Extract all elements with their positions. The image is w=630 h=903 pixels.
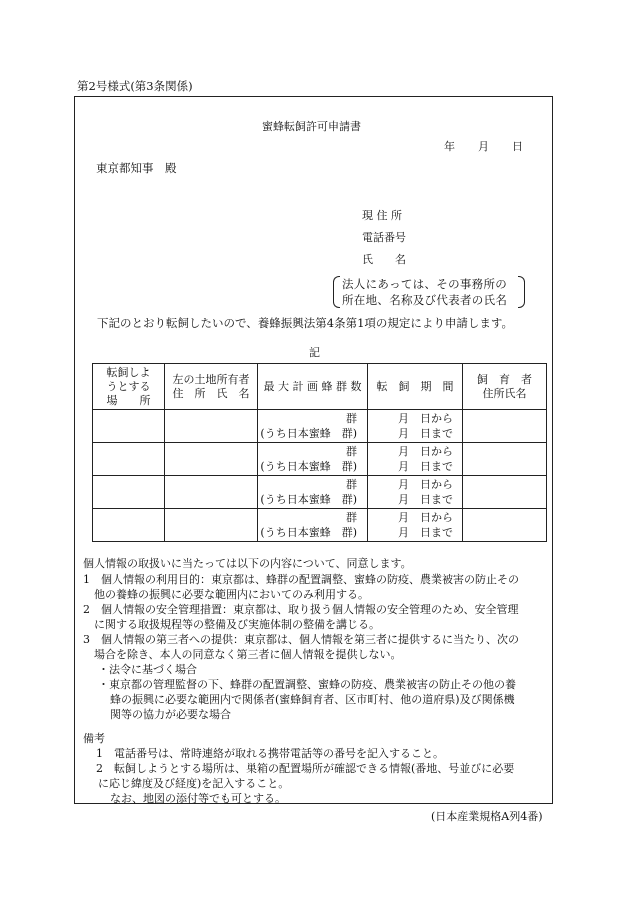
landowner-cell[interactable] — [165, 476, 258, 509]
table-header-row — [93, 364, 547, 410]
privacy-bullet-2-cont-1: 蜂の振興に必要な範囲内で関係者(蜜蜂飼育者、区市町村、他の道府県)及び関係機 — [110, 693, 515, 706]
right-bracket — [518, 276, 525, 308]
corporate-note-line-1: 法人にあっては、その事務所の — [342, 277, 508, 291]
table-row — [93, 410, 547, 443]
corporate-note — [333, 276, 525, 308]
header-period: 転 飼 期 間 — [368, 364, 463, 410]
colony-count-cell[interactable]: 群 (うち日本蜜蜂 群) — [258, 410, 368, 443]
date-month: 月 — [478, 140, 489, 153]
location-cell[interactable] — [93, 476, 165, 509]
phone-label: 電話番号 — [362, 231, 406, 244]
note-2-extra: なお、地図の添付等でも可とする。 — [110, 792, 286, 805]
location-cell[interactable] — [93, 509, 165, 542]
landowner-cell[interactable] — [165, 410, 258, 443]
addressee: 東京都知事 殿 — [96, 161, 177, 175]
header-location: 転飼しよ うとする 場 所 — [93, 364, 165, 410]
keeper-cell[interactable] — [463, 509, 547, 542]
location-cell[interactable] — [93, 410, 165, 443]
form-title: 蜜蜂転飼許可申請書 — [262, 120, 361, 133]
note-2-cont: に応じ緯度及び経度)を記入すること。 — [98, 777, 290, 790]
keeper-cell[interactable] — [463, 476, 547, 509]
colony-count-cell[interactable]: 群 (うち日本蜜蜂 群) — [258, 509, 368, 542]
table-row — [93, 509, 547, 542]
table-row — [93, 476, 547, 509]
period-cell[interactable]: 月 日から 月 日まで — [368, 476, 463, 509]
privacy-item-3: 3 個人情報の第三者への提供：東京都は、個人情報を第三者に提供するに当たり、次の — [83, 633, 519, 646]
colony-count-cell[interactable]: 群 (うち日本蜜蜂 群) — [258, 443, 368, 476]
privacy-bullet-1: ・法令に基づく場合 — [98, 663, 197, 676]
name-label: 氏 名 — [362, 253, 406, 266]
relocation-table — [92, 363, 547, 542]
privacy-item-2: 2 個人情報の安全管理措置：東京都は、取り扱う個人情報の安全管理のため、安全管理 — [83, 603, 519, 616]
form-id: 第2号様式(第3条関係) — [77, 79, 193, 93]
notes-heading: 備考 — [83, 732, 105, 745]
ki-label: 記 — [309, 346, 320, 359]
privacy-item-1-cont: 他の養蜂の振興に必要な範囲内においてのみ利用する。 — [94, 588, 369, 601]
privacy-bullet-2: ・東京都の管理監督の下、蜂群の配置調整、蜜蜂の防疫、農業被害の防止その他の養 — [98, 678, 516, 691]
location-cell[interactable] — [93, 443, 165, 476]
privacy-item-3-cont: 場合を除き、本人の同意なく第三者に個人情報を提供しない。 — [94, 648, 402, 661]
left-bracket — [333, 276, 340, 308]
privacy-bullet-2-cont-2: 関等の協力が必要な場合 — [110, 708, 231, 721]
header-keeper: 飼 育 者 住所氏名 — [463, 364, 547, 410]
privacy-item-2-cont: に関する取扱規程等の整備及び実施体制の整備を講じる。 — [94, 618, 380, 631]
note-2: 2 転飼しようとする場所は、巣箱の配置場所が確認できる情報(番地、号並びに必要 — [96, 762, 515, 775]
table-row — [93, 443, 547, 476]
address-label: 現 住 所 — [362, 209, 402, 222]
paper-size-footer: (日本産業規格A列4番) — [431, 810, 543, 823]
privacy-intro: 個人情報の取扱いに当たっては以下の内容について、同意します。 — [83, 557, 412, 570]
header-max-colonies: 最 大 計 画 蜂 群 数 — [258, 364, 368, 410]
period-cell[interactable]: 月 日から 月 日まで — [368, 443, 463, 476]
date-day: 日 — [512, 140, 523, 153]
period-cell[interactable]: 月 日から 月 日まで — [368, 410, 463, 443]
keeper-cell[interactable] — [463, 443, 547, 476]
keeper-cell[interactable] — [463, 410, 547, 443]
date-year: 年 — [444, 140, 455, 153]
application-statement: 下記のとおり転飼したいので、養蜂振興法第4条第1項の規定により申請します。 — [97, 316, 513, 330]
corporate-note-line-2: 所在地、名称及び代表者の氏名 — [342, 293, 508, 307]
colony-count-cell[interactable]: 群 (うち日本蜜蜂 群) — [258, 476, 368, 509]
privacy-item-1: 1 個人情報の利用目的：東京都は、蜂群の配置調整、蜜蜂の防疫、農業被害の防止その — [83, 573, 519, 586]
landowner-cell[interactable] — [165, 509, 258, 542]
period-cell[interactable]: 月 日から 月 日まで — [368, 509, 463, 542]
header-landowner: 左の土地所有者 住 所 氏 名 — [165, 364, 258, 410]
landowner-cell[interactable] — [165, 443, 258, 476]
note-1: 1 電話番号は、常時連絡が取れる携帯電話等の番号を記入すること。 — [96, 747, 444, 760]
